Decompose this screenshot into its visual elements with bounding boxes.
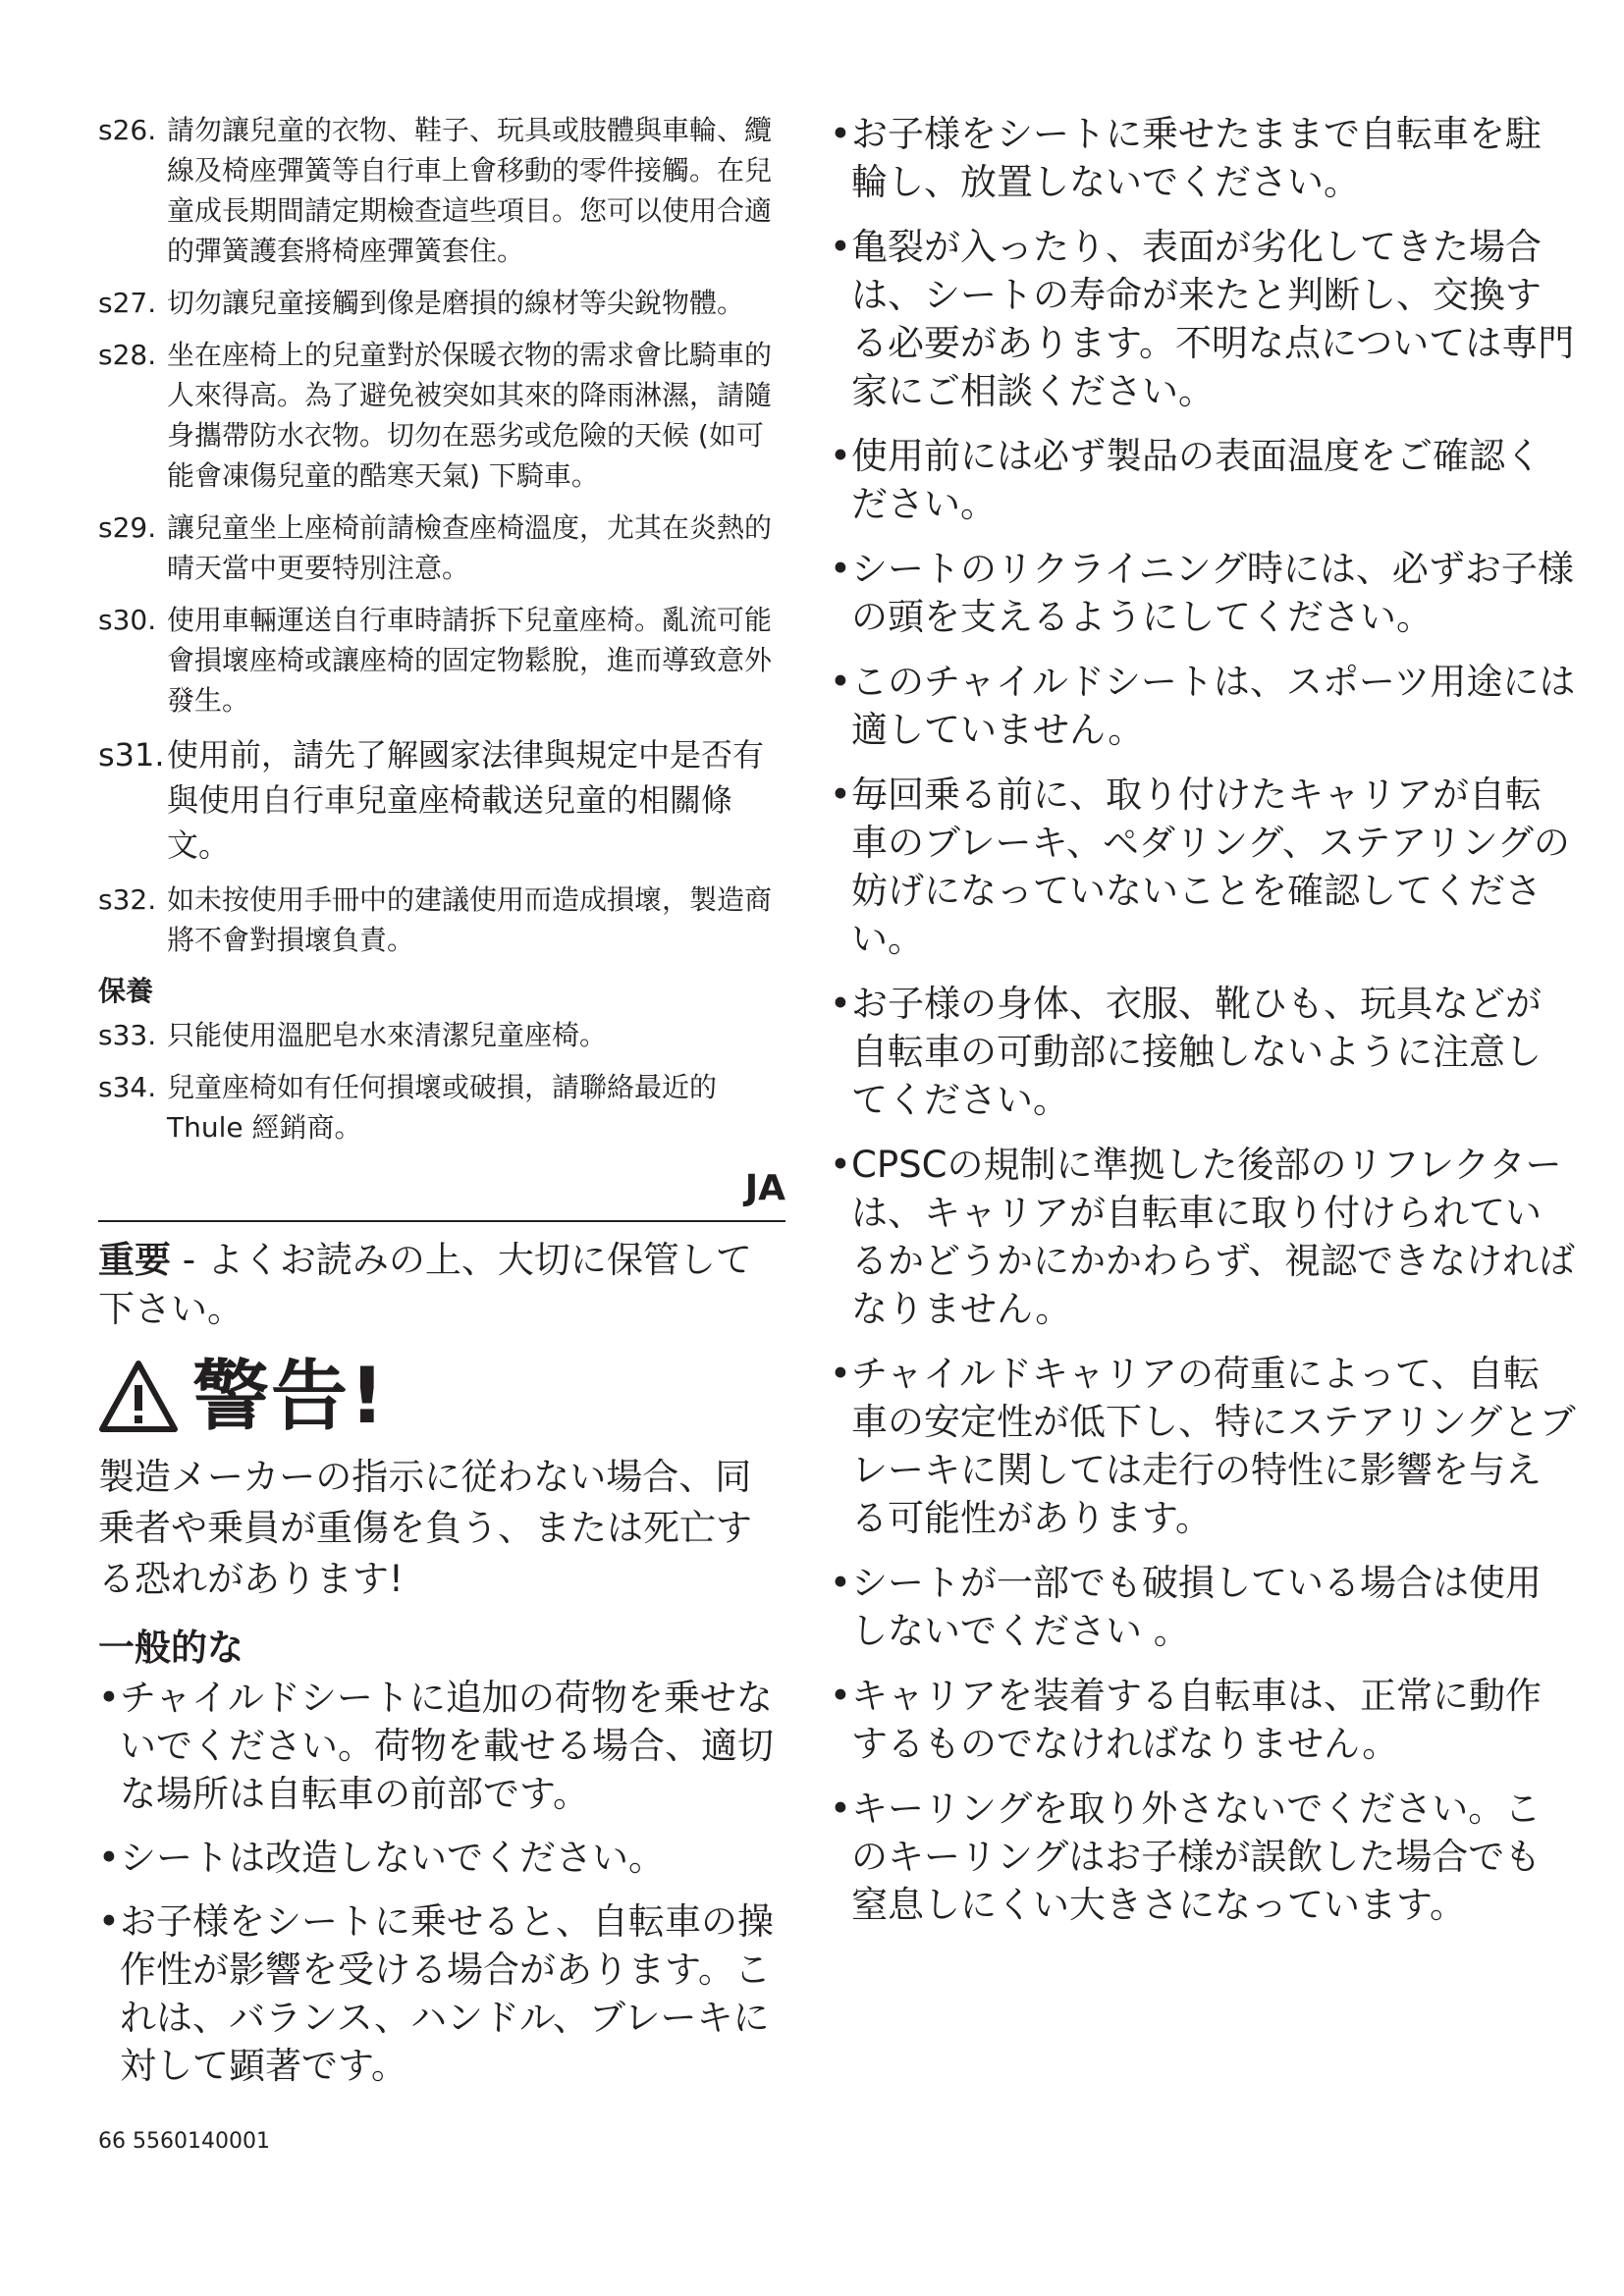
zh-item-s27 — [98, 283, 785, 323]
zh-maintenance-list — [98, 1015, 785, 1148]
item-text: 使用前，請先了解國家法律與規定中是否有與使用自行車兒童座椅載送兒童的相關條文。 — [167, 736, 765, 864]
bullet-icon: • — [830, 983, 851, 1025]
zh-item-s33 — [98, 1015, 785, 1055]
bullet-text: キーリングを取り外さないでください。このキーリングはお子様が誤飲した場合でも窒息しにくい大きさになっています。 — [851, 1788, 1542, 1926]
zh-safety-list — [98, 110, 785, 960]
item-text: 使用車輛運送自行車時請拆下兒童座椅。亂流可能會損壞座椅或讓座椅的固定物鬆脫，進而導致意外發生。 — [167, 604, 773, 717]
left-column — [98, 110, 785, 2106]
item-number: s30. — [98, 604, 157, 636]
maintenance-heading: 保養 — [98, 975, 154, 1007]
zh-item-s26 — [98, 110, 785, 271]
important-notice — [98, 1236, 785, 1334]
bullet-icon: • — [830, 1788, 851, 1830]
bullet-icon: • — [830, 1144, 851, 1186]
item-number: s26. — [98, 114, 157, 146]
list-item — [830, 658, 1576, 754]
list-item — [830, 980, 1576, 1124]
warning-triangle-icon — [98, 1360, 179, 1434]
item-number: s34. — [98, 1071, 157, 1103]
important-label: 重要 — [98, 1239, 171, 1281]
bullet-text: キャリアを装着する自転車は、正常に動作するものでなければなりません。 — [851, 1675, 1542, 1765]
bullet-icon: • — [830, 435, 851, 477]
item-text: 切勿讓兒童接觸到像是磨損的線材等尖銳物體。 — [167, 287, 745, 319]
bullet-text: お子様をシートに乗せたままで自転車を駐輪し、放置しないでください。 — [851, 113, 1542, 203]
list-item — [830, 1672, 1576, 1768]
bullet-icon: • — [830, 1562, 851, 1604]
item-number: s27. — [98, 287, 157, 319]
bullet-icon: • — [98, 1837, 120, 1879]
bullet-icon: • — [830, 661, 851, 703]
list-item — [830, 771, 1576, 963]
bullet-icon: • — [830, 226, 851, 268]
item-text: 坐在座椅上的兒童對於保暖衣物的需求會比騎車的人來得高。為了避免被突如其來的降雨淋濕，請隨身攜帶防水衣物。切勿在惡劣或危險的天候 (如可能會凍傷兒童的酷寒天氣) 下騎車。 — [167, 339, 773, 492]
bullet-icon: • — [98, 1900, 120, 1943]
bullet-text: このチャイルドシートは、スポーツ用途には適していません。 — [851, 661, 1576, 751]
zh-item-s31 — [98, 732, 785, 868]
zh-item-s32 — [98, 880, 785, 960]
item-text: 讓兒童坐上座椅前請檢查座椅溫度，尤其在炎熱的晴天當中更要特別注意。 — [167, 511, 773, 584]
list-item — [830, 1785, 1576, 1929]
bullet-icon: • — [830, 774, 851, 816]
warning-title — [98, 1350, 785, 1444]
bullet-text: 亀裂が入ったり、表面が劣化してきた場合は、シートの寿命が来たと判断し、交換する必要があります。不明な点については専門家にご相談ください。 — [851, 226, 1575, 412]
bullet-icon: • — [830, 113, 851, 155]
bullet-text: チャイルドキャリアの荷重によって、自転車の安定性が低下し、特にステアリングとブレーキに関しては走行の特性に影響を与える可能性があります。 — [851, 1353, 1576, 1539]
list-item — [830, 223, 1576, 415]
bullet-text: シートのリクライニング時には、必ずお子様の頭を支えるようにしてください。 — [851, 548, 1574, 638]
list-item — [830, 1559, 1576, 1655]
ja-bullets-left — [98, 1674, 785, 2090]
right-column — [830, 110, 1576, 1946]
bullet-text: お子様をシートに乗せると、自転車の操作性が影響を受ける場合があります。これは、バランス、ハンドル、ブレーキに対して顕著です。 — [120, 1900, 774, 2087]
bullet-text: CPSCの規制に準拠した後部のリフレクターは、キャリアが自転車に取り付けられているかどうかにかかわらず、視認できなければなりません。 — [851, 1144, 1576, 1330]
section-divider — [98, 1220, 785, 1222]
item-text: 只能使用溫肥皂水來清潔兒童座椅。 — [167, 1019, 608, 1051]
general-heading: 一般的な — [98, 1627, 244, 1669]
item-number: s33. — [98, 1019, 157, 1051]
language-section-header — [98, 1167, 785, 1222]
item-text: 兒童座椅如有任何損壞或破損，請聯絡最近的 Thule 經銷商。 — [167, 1071, 718, 1144]
bullet-text: シートは改造しないでください。 — [120, 1837, 665, 1879]
bullet-icon: • — [830, 548, 851, 590]
zh-item-s29 — [98, 507, 785, 588]
bullet-icon: • — [830, 1675, 851, 1717]
bullet-text: お子様の身体、衣服、靴ひも、玩具などが自転車の可動部に接触しないように注意してください。 — [851, 983, 1542, 1121]
list-item — [830, 1141, 1576, 1333]
warning-body: 製造メーカーの指示に従わない場合、同乗者や乗員が重傷を負う、または死亡する恐れがあります! — [98, 1456, 752, 1600]
item-text: 如未按使用手冊中的建議使用而造成損壞，製造商將不會對損壞負責。 — [167, 883, 773, 956]
list-item — [98, 1674, 785, 1818]
bullet-text: チャイルドシートに追加の荷物を乗せないでください。荷物を載せる場合、適切な場所は自転車の前部です。 — [120, 1677, 774, 1815]
bullet-text: 使用前には必ず製品の表面温度をご確認ください。 — [851, 435, 1542, 525]
bullet-icon: • — [98, 1677, 120, 1719]
list-item — [98, 1834, 785, 1882]
list-item — [98, 1897, 785, 2090]
item-number: s28. — [98, 339, 157, 371]
list-item — [830, 432, 1576, 528]
bullet-icon: • — [830, 1353, 851, 1395]
item-number: s32. — [98, 883, 157, 916]
ja-bullets-right — [830, 110, 1576, 1929]
page-footer: 66 5560140001 — [98, 2129, 270, 2154]
list-item — [830, 545, 1576, 641]
bullet-text: シートが一部でも破損している場合は使用しないでください 。 — [851, 1562, 1542, 1652]
zh-item-s28 — [98, 335, 785, 496]
item-number: s29. — [98, 511, 157, 544]
warning-heading: 警告! — [192, 1353, 387, 1441]
zh-item-s34 — [98, 1067, 785, 1148]
list-item — [830, 1350, 1576, 1542]
item-text: 請勿讓兒童的衣物、鞋子、玩具或肢體與車輪、纜線及椅座彈簧等自行車上會移動的零件接觸。在兒童成長期間請定期檢查這些項目。您可以使用合適的彈簧護套將椅座彈簧套住。 — [167, 114, 773, 267]
important-text: - よくお読みの上、大切に保管して下さい。 — [98, 1239, 752, 1330]
language-code: JA — [744, 1168, 785, 1208]
zh-item-s30 — [98, 600, 785, 721]
item-number: s31. — [98, 736, 165, 774]
bullet-text: 毎回乗る前に、取り付けたキャリアが自転車のブレーキ、ペダリング、ステアリングの妨げになっていないことを確認してください。 — [851, 774, 1570, 960]
list-item — [830, 110, 1576, 206]
